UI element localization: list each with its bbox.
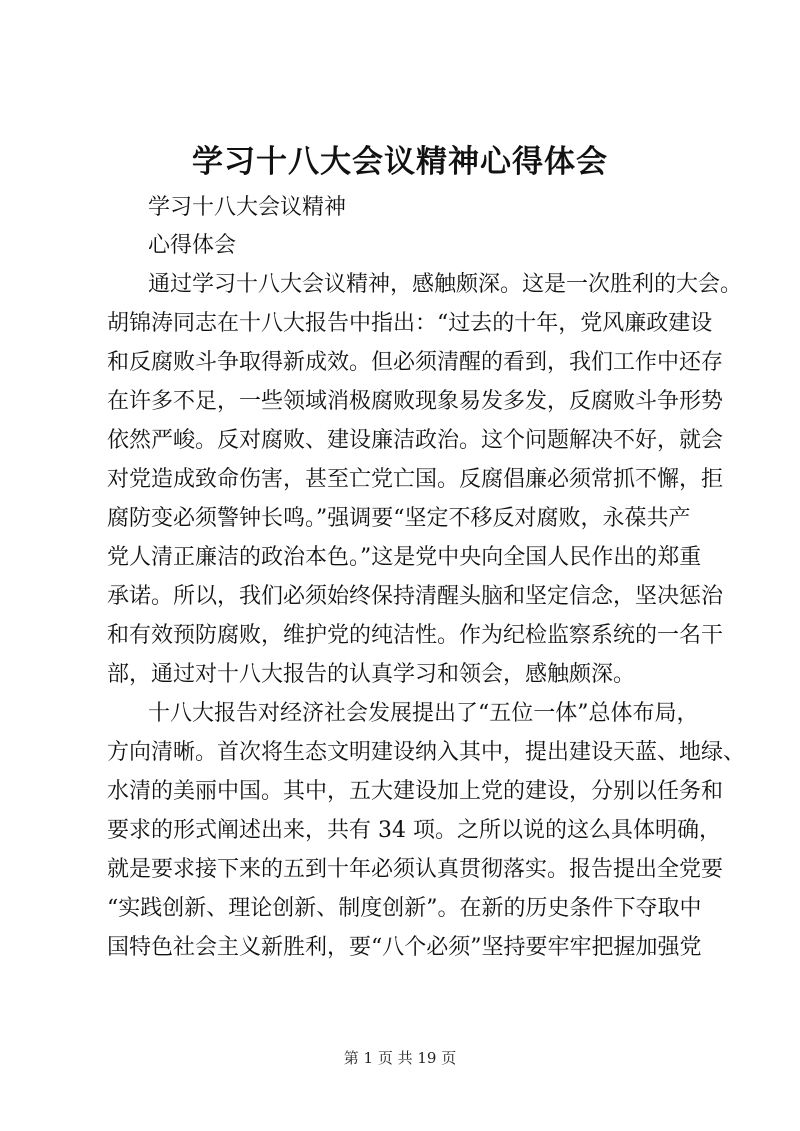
- body-line: 要求的形式阐述出来，共有 34 项。之所以说的这么具体明确，: [107, 818, 721, 843]
- document-title: 学习十八大会议精神心得体会: [192, 144, 608, 180]
- body-line: 学习十八大会议精神: [148, 195, 347, 220]
- body-line: 对党造成致命伤害，甚至亡党亡国。反腐倡廉必须常抓不懈，拒: [107, 467, 724, 492]
- body-line: “实践创新、理论创新、制度创新”。在新的历史条件下夺取中: [107, 896, 702, 921]
- page-number: 第 1 页 共 19 页: [343, 1049, 457, 1067]
- body-line: 依然严峻。反对腐败、建设廉洁政治。这个问题解决不好，就会: [107, 428, 724, 453]
- body-line: 承诺。所以，我们必须始终保持清醒头脑和坚定信念，坚决惩治: [107, 584, 724, 609]
- body-line: 和反腐败斗争取得新成效。但必须清醒的看到，我们工作中还存: [107, 350, 724, 375]
- body-line: 就是要求接下来的五到十年必须认真贯彻落实。报告提出全党要: [107, 857, 724, 882]
- body-line: 通过学习十八大会议精神，感触颇深。这是一次胜利的大会。: [148, 272, 743, 297]
- body-line: 在许多不足，一些领域消极腐败现象易发多发，反腐败斗争形势: [107, 389, 724, 414]
- body-line: 党人清正廉洁的政治本色。”这是党中央向全国人民作出的郑重: [107, 545, 702, 570]
- body-line: 腐防变必须警钟长鸣。”强调要“坚定不移反对腐败，永葆共产: [107, 506, 691, 531]
- body-line: 水清的美丽中国。其中，五大建设加上党的建设，分别以任务和: [107, 779, 724, 804]
- body-line: 十八大报告对经济社会发展提出了“五位一体”总体布局，: [148, 701, 699, 726]
- body-line: 和有效预防腐败，维护党的纯洁性。作为纪检监察系统的一名干: [107, 623, 724, 648]
- body-line: 方向清晰。首次将生态文明建设纳入其中，提出建设天蓝、地绿、: [107, 740, 746, 765]
- body-line: 部，通过对十八大报告的认真学习和领会，感触颇深。: [107, 662, 636, 687]
- body-line: 国特色社会主义新胜利，要“八个必须”坚持要牢牢把握加强党: [107, 935, 702, 960]
- body-line: 胡锦涛同志在十八大报告中指出：“过去的十年，党风廉政建设: [107, 311, 713, 336]
- body-line: 心得体会: [148, 233, 237, 258]
